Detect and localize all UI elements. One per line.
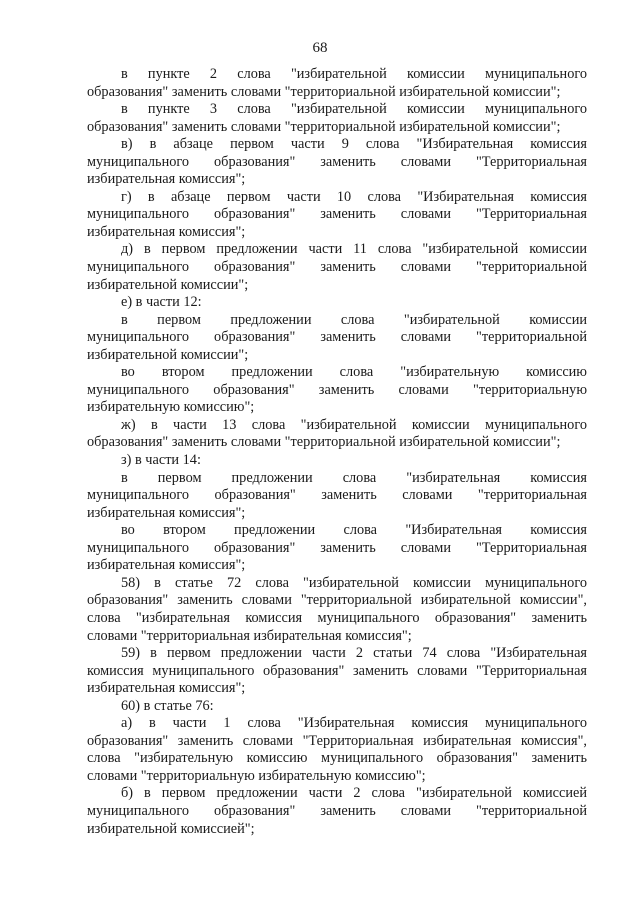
text-line: з) в части 14: <box>121 452 201 469</box>
text-line: во втором предложении слова "Избирательная комиссия <box>121 522 587 539</box>
text-line: избирательная комиссия"; <box>87 504 246 521</box>
text-line: в пункте 3 слова "избирательной комиссии муниципального <box>121 101 587 118</box>
text-line: словами "территориальную избирательную комиссию"; <box>87 767 426 784</box>
text-line: образования" заменить словами "территориальной избирательной комиссии"; <box>87 83 561 100</box>
text-line: 58) в статье 72 слова "избирательной комиссии муниципального <box>121 574 587 591</box>
page-number: 68 <box>312 40 328 56</box>
text-line: словами "территориальная избирательная комиссия"; <box>87 627 412 644</box>
document-body <box>87 66 587 838</box>
text-line: образования" заменить словами "территориальной избирательной комиссии", <box>87 592 587 609</box>
text-line: муниципального образования" заменить словами "территориальной <box>87 329 587 346</box>
text-line: избирательная комиссия"; <box>87 680 246 697</box>
text-line: муниципального образования" заменить словами "Территориальная <box>87 206 587 223</box>
text-line: ж) в части 13 слова "избирательной комиссии муниципального <box>121 416 587 433</box>
text-line: в первом предложении слова "избирательная комиссия <box>121 469 587 486</box>
text-line: образования" заменить словами "территориальной избирательной комиссии"; <box>87 118 561 135</box>
text-line: а) в части 1 слова "Избирательная комиссия муниципального <box>121 715 587 732</box>
text-line: избирательная комиссия"; <box>87 223 246 240</box>
text-line: избирательной комиссией"; <box>87 820 255 837</box>
text-line: избирательной комиссии"; <box>87 276 249 293</box>
text-line: муниципального образования" заменить словами "территориальной <box>87 802 587 819</box>
text-line: комиссия муниципального образования" заменить словами "Территориальная <box>87 662 587 679</box>
text-line: е) в части 12: <box>121 294 202 311</box>
text-line: 60) в статье 76: <box>121 697 214 714</box>
text-line: избирательной комиссии"; <box>87 346 249 363</box>
text-line: муниципального образования" заменить словами "Территориальная <box>87 539 587 556</box>
text-line: образования" заменить словами "Территориальная избирательная комиссия", <box>87 732 587 749</box>
text-line: избирательную комиссию"; <box>87 399 255 416</box>
text-line: муниципального образования" заменить словами "территориальной <box>87 259 587 276</box>
text-line: избирательная комиссия"; <box>87 557 246 574</box>
text-line: в пункте 2 слова "избирательной комиссии муниципального <box>121 66 587 82</box>
text-line: образования" заменить словами "территориальной избирательной комиссии"; <box>87 434 561 451</box>
text-line: муниципального образования" заменить словами "Территориальная <box>87 153 587 170</box>
text-line: в) в абзаце первом части 9 слова "Избирательная комиссия <box>121 136 587 153</box>
text-line: слова "избирательную комиссию муниципального образования" заменить <box>87 750 587 767</box>
text-line: муниципального образования" заменить словами "территориальная <box>87 487 587 504</box>
text-line: слова "избирательная комиссия муниципального образования" заменить <box>87 609 587 626</box>
text-line: б) в первом предложении части 2 слова "избирательной комиссией <box>121 785 587 802</box>
text-line: избирательная комиссия"; <box>87 171 246 188</box>
text-line: 59) в первом предложении части 2 статьи 74 слова "Избирательная <box>121 645 587 662</box>
text-line: д) в первом предложении части 11 слова "избирательной комиссии <box>121 241 587 258</box>
text-line: г) в абзаце первом части 10 слова "Избирательная комиссия <box>121 188 587 205</box>
text-line: муниципального образования" заменить словами "территориальную <box>87 381 587 398</box>
text-line: в первом предложении слова "избирательной комиссии <box>121 311 587 328</box>
text-line: во втором предложении слова "избирательную комиссию <box>121 364 587 381</box>
